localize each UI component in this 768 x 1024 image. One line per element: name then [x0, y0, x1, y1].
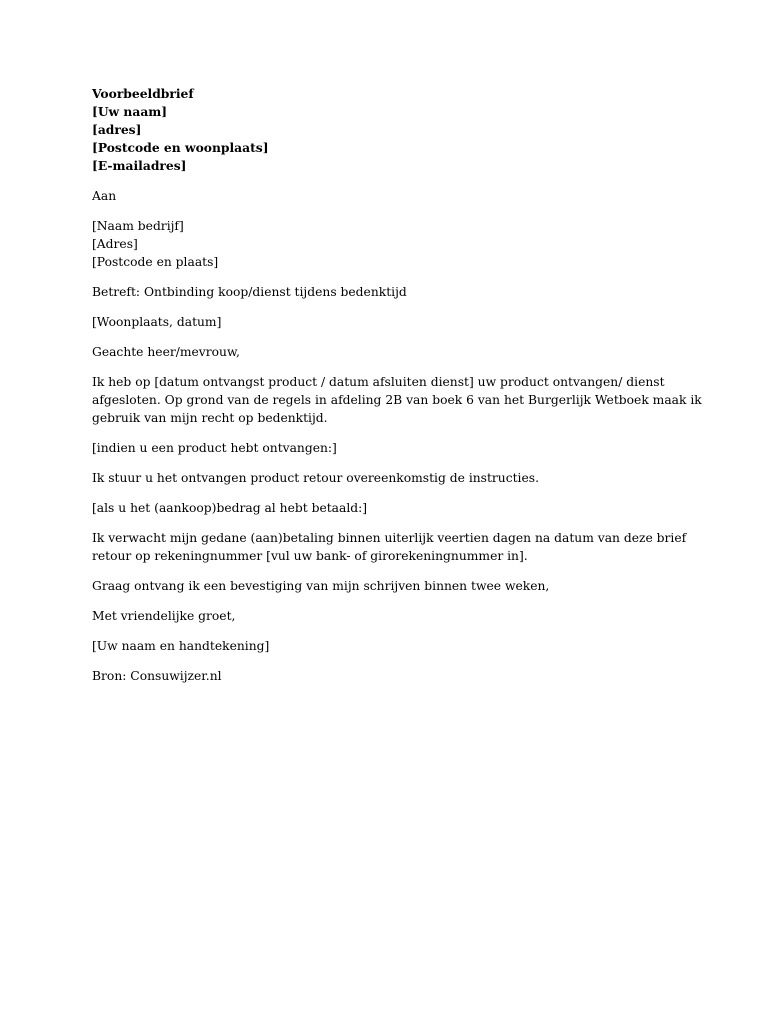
sender-postcode: [Postcode en woonplaats] [92, 140, 269, 155]
place-date: [Woonplaats, datum] [92, 315, 222, 329]
recipient-to [92, 187, 692, 205]
subject-line: Betreft: Ontbinding koop/dienst tijdens bedenktijd [92, 285, 407, 299]
salutation-block [92, 343, 692, 361]
body-p1-line-1: Ik heb op [datum ontvangst product / datum afsluiten dienst] uw product ontvangen/ dienst [92, 375, 665, 389]
body-paragraph-3 [92, 529, 692, 565]
condition-product-received: [indien u een product hebt ontvangen:] [92, 441, 337, 455]
signature: [Uw naam en handtekening] [92, 639, 270, 653]
place-date-block [92, 313, 692, 331]
body-paragraph-1 [92, 373, 702, 427]
body-p3-line-1: Ik verwacht mijn gedane (aan)betaling binnen uiterlijk veertien dagen na datum van deze brief [92, 531, 687, 545]
condition-2-block [92, 499, 692, 517]
body-paragraph-2 [92, 469, 692, 487]
condition-1-block [92, 439, 692, 457]
closing: Met vriendelijke groet, [92, 609, 236, 623]
condition-amount-paid: [als u het (aankoop)bedrag al hebt betaald:] [92, 501, 368, 515]
letter-title: Voorbeeldbrief [92, 86, 194, 101]
body-paragraph-4 [92, 577, 692, 595]
closing-block [92, 607, 692, 625]
letter-page [92, 85, 702, 697]
sender-email: [E-mailadres] [92, 158, 187, 173]
sender-block [92, 85, 692, 175]
sender-name: [Uw naam] [92, 104, 168, 119]
signature-block [92, 637, 692, 655]
body-p3-line-2: retour op rekeningnummer [vul uw bank- of girorekeningnummer in]. [92, 549, 528, 563]
recipient-address: [Adres] [92, 237, 138, 251]
salutation: Geachte heer/mevrouw, [92, 345, 240, 359]
recipient-company: [Naam bedrijf] [92, 219, 184, 233]
recipient-postcode: [Postcode en plaats] [92, 255, 219, 269]
body-p1-line-3: gebruik van mijn recht op bedenktijd. [92, 411, 328, 425]
sender-address: [adres] [92, 122, 142, 137]
body-p4: Graag ontvang ik een bevestiging van mijn schrijven binnen twee weken, [92, 579, 550, 593]
subject-block [92, 283, 692, 301]
recipient-block [92, 217, 692, 271]
body-p2: Ik stuur u het ontvangen product retour overeenkomstig de instructies. [92, 471, 539, 485]
body-p1-line-2: afgesloten. Op grond van de regels in afdeling 2B van boek 6 van het Burgerlijk Wetboek maak ik [92, 393, 702, 407]
source: Bron: Consuwijzer.nl [92, 669, 222, 683]
recipient-to-label: Aan [92, 189, 117, 203]
source-block [92, 667, 692, 685]
